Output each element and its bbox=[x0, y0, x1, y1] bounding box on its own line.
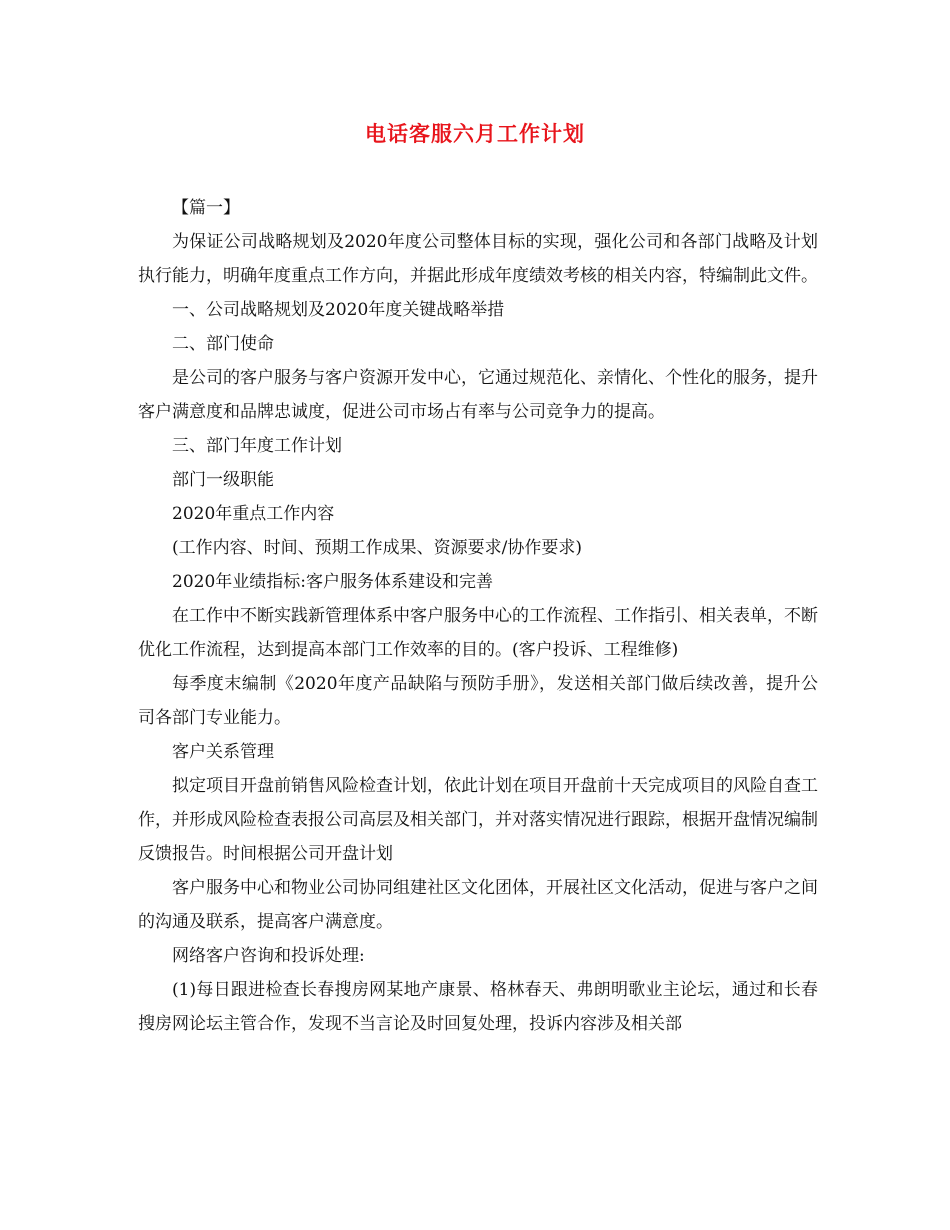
paragraph: 2020年重点工作内容 bbox=[172, 504, 335, 524]
paragraph: 拟定项目开盘前销售风险检查计划，依此计划在项目开盘前十天完成项目的风险自查工作，并形成风险检查表报公司高层及相关部门，并对落实情况进行跟踪，根据开盘情况编制反馈报告。时间根据公司开盘计划 bbox=[138, 776, 818, 864]
paragraph: 客户服务中心和物业公司协同组建社区文化团体，开展社区文化活动，促进与客户之间的沟通及联系，提高客户满意度。 bbox=[138, 878, 818, 932]
heading-strategy: 一、公司战略规划及2020年度关键战略举措 bbox=[172, 300, 505, 320]
paragraph: 部门一级职能 bbox=[172, 470, 274, 490]
document-body bbox=[138, 191, 818, 1041]
section-label: 【篇一】 bbox=[172, 198, 240, 218]
document-title: 电话客服六月工作计划 bbox=[365, 121, 585, 146]
paragraph: 2020年业绩指标:客户服务体系建设和完善 bbox=[172, 572, 493, 592]
paragraph: (工作内容、时间、预期工作成果、资源要求/协作要求) bbox=[172, 538, 582, 558]
paragraph: 在工作中不断实践新管理体系中客户服务中心的工作流程、工作指引、相关表单，不断优化工作流程，达到提高本部门工作效率的目的。(客户投诉、工程维修) bbox=[138, 606, 818, 660]
heading-customer-relations: 客户关系管理 bbox=[172, 742, 274, 762]
heading-online-complaints: 网络客户咨询和投诉处理: bbox=[172, 946, 365, 966]
heading-mission: 二、部门使命 bbox=[172, 334, 274, 354]
paragraph: 为保证公司战略规划及2020年度公司整体目标的实现，强化公司和各部门战略及计划执行能力，明确年度重点工作方向，并据此形成年度绩效考核的相关内容，特编制此文件。 bbox=[138, 232, 818, 286]
heading-annual-plan: 三、部门年度工作计划 bbox=[172, 436, 342, 456]
paragraph: 是公司的客户服务与客户资源开发中心，它通过规范化、亲情化、个性化的服务，提升客户满意度和品牌忠诚度，促进公司市场占有率与公司竞争力的提高。 bbox=[138, 368, 818, 422]
paragraph: 每季度末编制《2020年度产品缺陷与预防手册》，发送相关部门做后续改善，提升公司各部门专业能力。 bbox=[138, 674, 818, 728]
paragraph: (1)每日跟进检查长春搜房网某地产康景、格林春天、弗朗明歌业主论坛，通过和长春搜房网论坛主管合作，发现不当言论及时回复处理，投诉内容涉及相关部 bbox=[138, 980, 818, 1034]
